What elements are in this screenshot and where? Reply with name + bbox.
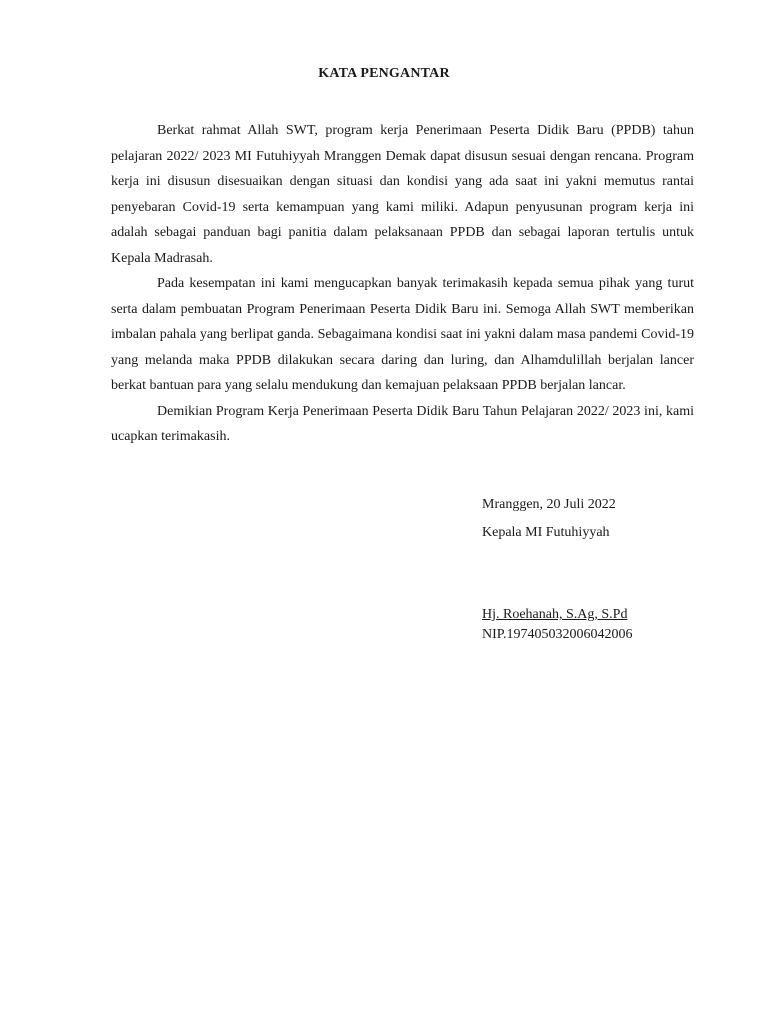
signatory-nip: NIP.197405032006042006	[482, 627, 633, 642]
page-title: KATA PENGANTAR	[318, 66, 450, 81]
signature-place-date: Mranggen, 20 Juli 2022	[482, 497, 616, 512]
signature-block	[482, 491, 633, 645]
paragraph-3: Demikian Program Kerja Penerimaan Peserta Didik Baru Tahun Pelajaran 2022/ 2023 ini, kami ucapkan terimakasih.	[111, 403, 694, 444]
document-body	[111, 118, 694, 450]
signatory-name: Hj. Roehanah, S.Ag, S.Pd	[482, 607, 628, 622]
paragraph-2: Pada kesempatan ini kami mengucapkan banyak terimakasih kepada semua pihak yang turut serta dalam pembuatan Program Penerimaan Peserta Didik Baru ini. Semoga Allah SWT memberikan imbalan pahala yang berlipat ganda. Sebagaimana kondisi saat ini yakni dalam masa pandemi Covid-19 yang melanda maka PPDB dilakukan secara daring dan luring, dan Alhamdulillah berjalan lancer berkat bantuan para yang selalu mendukung dan kemajuan pelaksaan PPDB berjalan lancar.	[111, 276, 694, 393]
paragraph-1: Berkat rahmat Allah SWT, program kerja Penerimaan Peserta Didik Baru (PPDB) tahun pelajaran 2022/ 2023 MI Futuhiyyah Mranggen Demak dapat disusun sesuai dengan rencana. Program kerja ini disusun disesuaikan dengan situasi dan kondisi yang ada saat ini yakni memutus rantai penyebaran Covid-19 serta kemampuan yang kami miliki. Adapun penyusunan program kerja ini adalah sebagai panduan bagi panitia dalam pelaksanaan PPDB dan sebagai laporan tertulis untuk Kepala Madrasah.	[111, 123, 694, 266]
signature-space	[482, 547, 633, 605]
signature-position: Kepala MI Futuhiyyah	[482, 525, 610, 540]
